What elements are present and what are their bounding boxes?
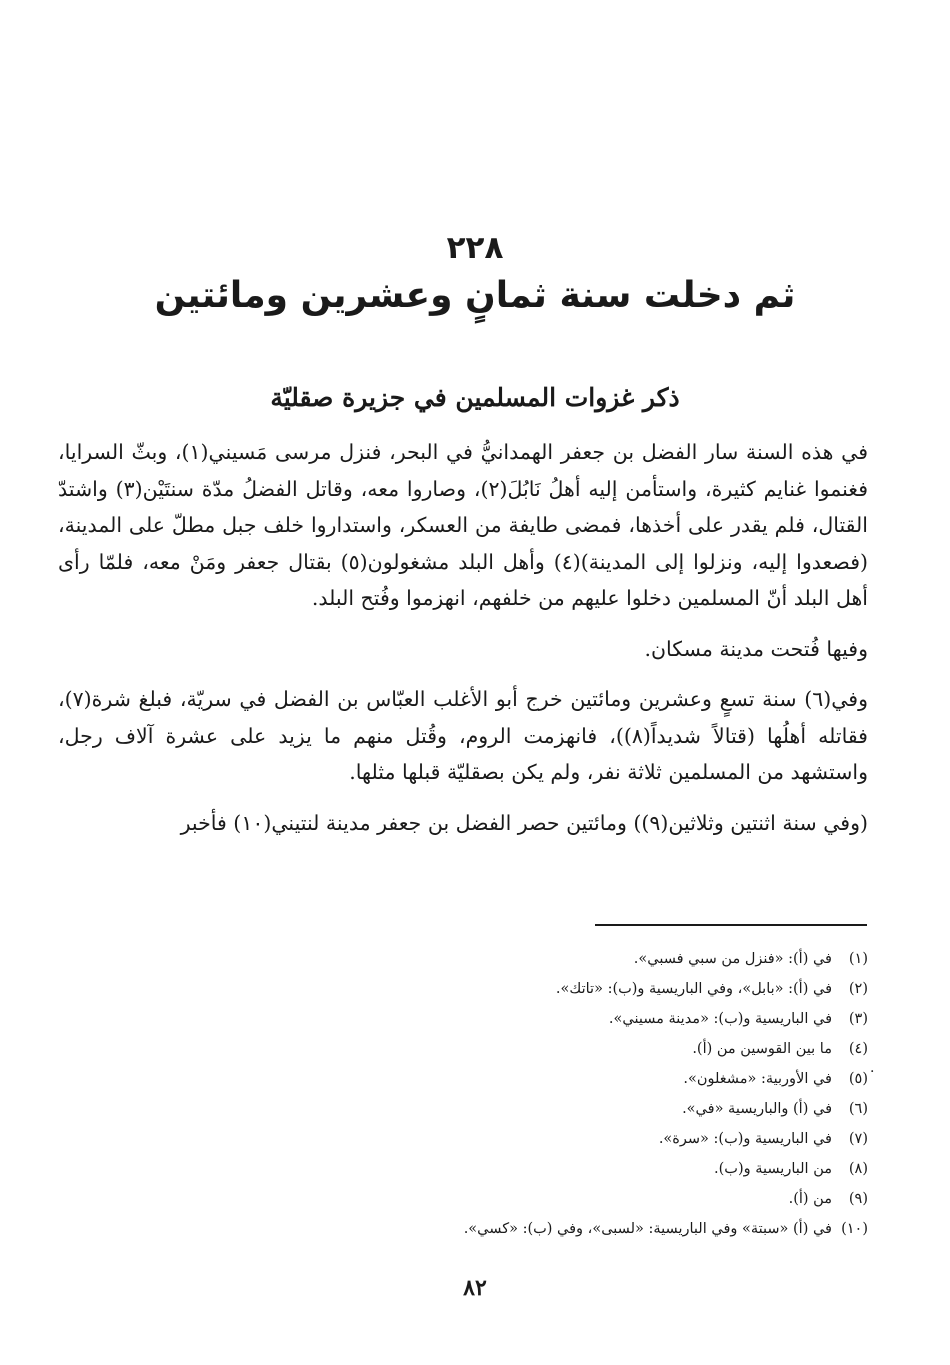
paragraph: (وفي سنة اثنتين وثلاثين(٩)) ومائتين حصر الفضل بن جعفر مدينة لنتيني(١٠) فأخبر (180, 810, 868, 835)
footnote (200, 1064, 868, 1094)
footnote-text: في الأوربية: «مشغلون». (683, 1071, 832, 1087)
paragraph: في هذه السنة سار الفضل بن جعفر الهمدانيُّ في البحر، فنزل مرسى مَسيني(١)، وبثّ السرايا، فغنموا غنايم كثيرة، واستأمن إليه أهلُ نَابُلَ(٢)، وصاروا معه، وقاتل الفضلُ مدّة سنتَيْن(٣) واشتدّ القتال، فلم يقدر على أخذها، فمضى طايفة من العسكر، واستداروا خلف جبل مطلّ على المدينة، (فصعدوا إليه، ونزلوا إلى المدينة)(٤) وأهل البلد مشغولون(٥) بقتال جعفر ومَنْ معه، فلمّا رأى أهل البلد أنّ المسلمين دخلوا عليهم من خلفهم، انهزموا وفُتح البلد. (58, 440, 869, 610)
footnote (200, 1184, 868, 1214)
footnote (200, 974, 868, 1004)
footnote-text: في (أ) والباريسية «في». (682, 1101, 832, 1117)
footnote-text: ما بين القوسين من (أ). (692, 1041, 832, 1057)
body-text (58, 434, 868, 841)
paragraph: وفي(٦) سنة تسعٍ وعشرين ومائتين خرج أبو الأغلب العبّاس بن الفضل في سريّة، فبلغ شرة(٧)، فقاتله أهلُها (قتالاً شديداً(٨))، فانهزمت الروم، وقُتل منهم ما يزيد على عشرة آلاف رجل، واستشهد من المسلمين ثلاثة نفر، ولم يكن بصقليّة قبلها مثلها. (58, 687, 868, 784)
footnote-number: (٦) (848, 1101, 868, 1117)
year-heading: ٢٢٨ (446, 230, 504, 266)
footnote (200, 1004, 868, 1034)
footnote-text: في (أ): «بابل»، وفي الباريسية و(ب): «تاتك». (555, 981, 832, 997)
footnotes-list (200, 944, 868, 1244)
footnote (200, 1034, 868, 1064)
page-number: ٨٢ (463, 1275, 487, 1301)
footnote (200, 1094, 868, 1124)
paragraph: وفيها فُتحت مدينة مسكان. (644, 636, 868, 661)
footnote-number: (٤) (848, 1041, 868, 1057)
footnote-number: (٥) (848, 1071, 868, 1087)
footnote-text: في (أ) «سبتة» وفي الباريسية: «لسبى»، وفي (ب): «كسي». (463, 1221, 832, 1237)
footnote (200, 944, 868, 974)
footnote-number: (١) (848, 951, 868, 967)
footnote-number: (٩) (848, 1191, 868, 1207)
footnote (200, 1214, 868, 1244)
footnote-text: من الباريسية و(ب). (714, 1161, 832, 1177)
footnote-number: (٧) (848, 1131, 868, 1147)
footnote-text: في (أ): «فنزل من سبي فسبي». (633, 951, 832, 967)
footnote-text: في الباريسية و(ب): «مدينة مسيني». (608, 1011, 832, 1027)
footnote-number: (٨) (848, 1161, 868, 1177)
section-heading: ذكر غزوات المسلمين في جزيرة صقليّة (270, 383, 680, 412)
footnote (200, 1124, 868, 1154)
footnote-number: (١٠) (841, 1221, 868, 1237)
chapter-title: ثم دخلت سنة ثمانٍ وعشرين ومائتين (154, 275, 796, 316)
footnote-number: (٢) (848, 981, 868, 997)
footnote-divider (595, 924, 867, 926)
footnote-text: من (أ). (788, 1191, 832, 1207)
footnote-number: (٣) (848, 1011, 868, 1027)
footnote (200, 1154, 868, 1184)
footnote-text: في الباريسية و(ب): «سرة». (658, 1131, 832, 1147)
print-speck: · (870, 1064, 875, 1080)
